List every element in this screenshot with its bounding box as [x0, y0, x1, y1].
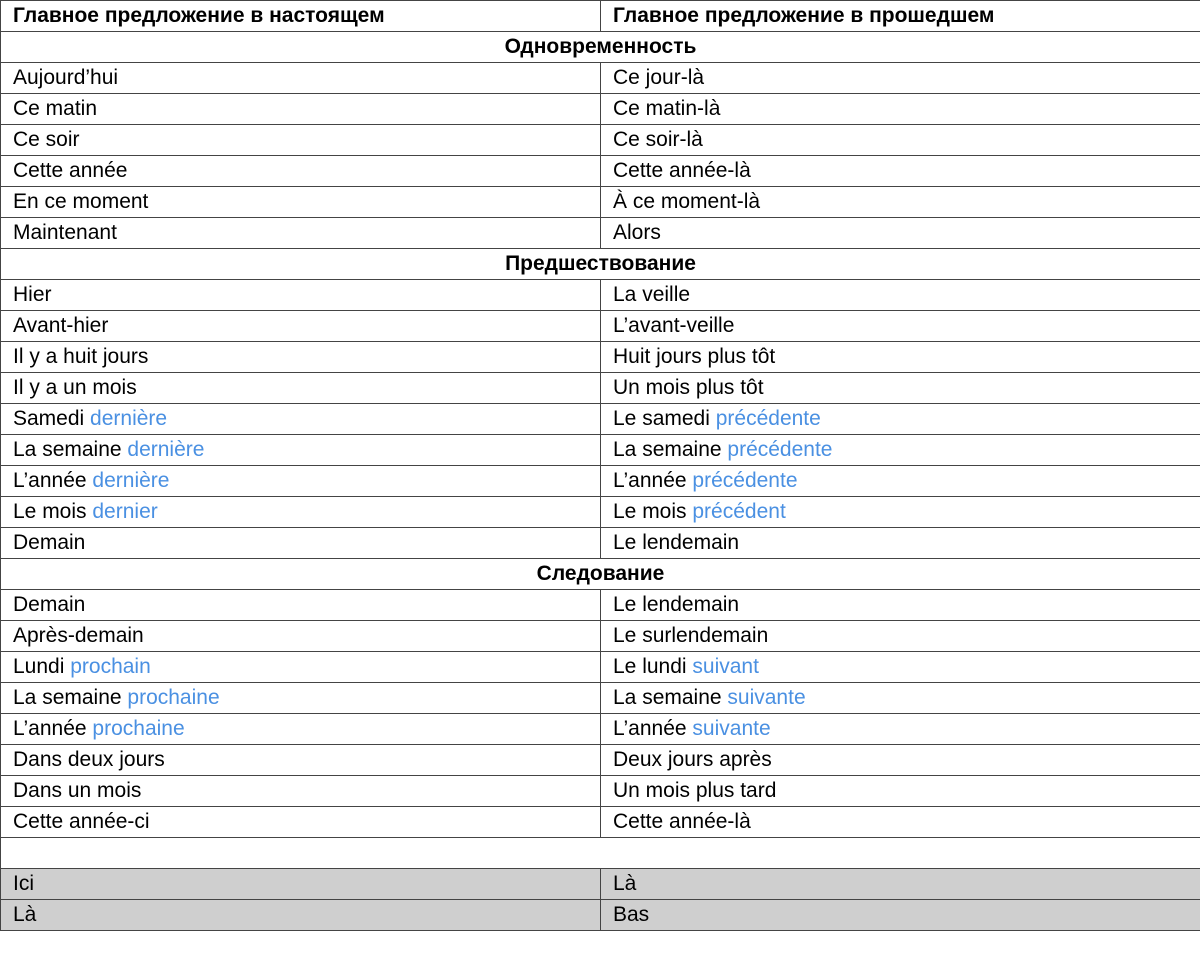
present-cell-text: Il y a un mois — [13, 376, 137, 399]
past-cell-text: Deux jours après — [613, 748, 772, 771]
header-row — [1, 1, 1200, 32]
present-cell-text: Cette année-ci — [13, 810, 150, 833]
present-cell — [1, 528, 601, 559]
past-cell — [601, 435, 1200, 466]
past-cell — [601, 373, 1200, 404]
section-title: Предшествование — [1, 249, 1200, 280]
place-row — [1, 869, 1200, 900]
table-row — [1, 683, 1200, 714]
present-cell-highlight: prochaine — [92, 717, 185, 740]
past-cell — [601, 156, 1200, 187]
present-cell — [1, 807, 601, 838]
present-place-cell-text: Là — [13, 903, 37, 926]
past-cell-text: Le lendemain — [613, 593, 740, 616]
table-row — [1, 342, 1200, 373]
past-cell-text: La veille — [613, 283, 691, 306]
table-row — [1, 280, 1200, 311]
header-past: Главное предложение в прошедшем — [601, 1, 1200, 32]
past-place-cell-text: Là — [613, 872, 637, 895]
past-cell — [601, 745, 1200, 776]
section-header-row — [1, 249, 1200, 280]
past-cell — [601, 497, 1200, 528]
past-cell-text: Le surlendemain — [613, 624, 769, 647]
past-cell-text: Ce matin-là — [613, 97, 721, 120]
present-place-cell — [1, 900, 601, 931]
present-cell-highlight: dernière — [92, 469, 170, 492]
section-header-row — [1, 559, 1200, 590]
present-cell-text: La semaine — [13, 686, 128, 709]
table-row — [1, 156, 1200, 187]
past-cell-text: Un mois plus tard — [613, 779, 777, 802]
present-cell — [1, 311, 601, 342]
past-cell-text: L’avant-veille — [613, 314, 735, 337]
spacer-cell — [1, 838, 1200, 869]
past-place-cell — [601, 900, 1200, 931]
past-cell-highlight: précédente — [692, 469, 798, 492]
past-cell-text: Cette année-là — [613, 810, 751, 833]
table-row — [1, 311, 1200, 342]
past-cell — [601, 187, 1200, 218]
past-cell-text: L’année — [613, 469, 693, 492]
past-cell-text: Le lundi — [613, 655, 693, 678]
table-row — [1, 652, 1200, 683]
past-cell-text: Le lendemain — [613, 531, 740, 554]
past-cell-text: L’année — [613, 717, 693, 740]
past-cell-text: Le mois — [613, 500, 693, 523]
past-cell — [601, 528, 1200, 559]
past-cell-highlight: suivante — [692, 717, 771, 740]
present-cell — [1, 218, 601, 249]
past-cell — [601, 280, 1200, 311]
past-cell-text: Alors — [613, 221, 661, 244]
present-cell — [1, 621, 601, 652]
past-place-cell — [601, 869, 1200, 900]
table-row — [1, 776, 1200, 807]
present-cell — [1, 745, 601, 776]
past-cell-text: Ce soir-là — [613, 128, 703, 151]
past-cell-highlight: précédente — [727, 438, 833, 461]
present-cell — [1, 435, 601, 466]
present-cell-highlight: dernière — [127, 438, 205, 461]
past-cell — [601, 621, 1200, 652]
spacer-row — [1, 838, 1200, 869]
present-cell-text: Le mois — [13, 500, 93, 523]
present-cell-text: Aujourd’hui — [13, 66, 119, 89]
present-cell-highlight: dernière — [90, 407, 168, 430]
table-row — [1, 621, 1200, 652]
past-cell-highlight: précédente — [715, 407, 821, 430]
table-row — [1, 218, 1200, 249]
present-cell — [1, 404, 601, 435]
past-cell — [601, 776, 1200, 807]
past-cell-text: La semaine — [613, 686, 728, 709]
present-cell-text: Demain — [13, 531, 86, 554]
present-cell-text: Ce matin — [13, 97, 98, 120]
past-cell-text: Ce jour-là — [613, 66, 705, 89]
section-title: Одновременность — [1, 32, 1200, 63]
present-cell-text: Cette année — [13, 159, 128, 182]
present-cell — [1, 94, 601, 125]
present-cell — [1, 156, 601, 187]
past-cell-text: Huit jours plus tôt — [613, 345, 776, 368]
present-cell — [1, 280, 601, 311]
present-cell-text: Demain — [13, 593, 86, 616]
past-cell-highlight: suivante — [727, 686, 806, 709]
table-row — [1, 807, 1200, 838]
table-row — [1, 745, 1200, 776]
past-cell — [601, 466, 1200, 497]
present-cell — [1, 187, 601, 218]
past-cell-text: Cette année-là — [613, 159, 751, 182]
table-row — [1, 63, 1200, 94]
past-cell — [601, 125, 1200, 156]
present-cell — [1, 373, 601, 404]
past-cell — [601, 404, 1200, 435]
present-cell-text: Ce soir — [13, 128, 80, 151]
past-cell — [601, 807, 1200, 838]
past-cell-text: À ce moment-là — [613, 190, 761, 213]
present-cell — [1, 466, 601, 497]
table-row — [1, 404, 1200, 435]
present-cell — [1, 63, 601, 94]
present-place-cell-text: Ici — [13, 872, 34, 895]
present-cell-text: Lundi — [13, 655, 71, 678]
table-row — [1, 466, 1200, 497]
present-cell — [1, 497, 601, 528]
present-cell — [1, 125, 601, 156]
present-cell — [1, 342, 601, 373]
table-row — [1, 528, 1200, 559]
present-cell-text: L’année — [13, 717, 93, 740]
table-row — [1, 187, 1200, 218]
present-cell-text: L’année — [13, 469, 93, 492]
past-cell — [601, 590, 1200, 621]
present-cell-text: Hier — [13, 283, 52, 306]
present-cell-text: Maintenant — [13, 221, 117, 244]
present-cell — [1, 776, 601, 807]
past-cell-text: La semaine — [613, 438, 728, 461]
present-cell — [1, 652, 601, 683]
header-present: Главное предложение в настоящем — [1, 1, 601, 32]
past-cell — [601, 94, 1200, 125]
past-cell — [601, 311, 1200, 342]
table-body — [1, 32, 1200, 931]
present-cell-text: La semaine — [13, 438, 128, 461]
present-cell-text: En ce moment — [13, 190, 149, 213]
past-cell — [601, 63, 1200, 94]
present-cell-text: Dans un mois — [13, 779, 142, 802]
present-cell-text: Il y a huit jours — [13, 345, 149, 368]
present-cell-text: Avant-hier — [13, 314, 109, 337]
present-cell — [1, 590, 601, 621]
table-row — [1, 435, 1200, 466]
present-cell-text: Après-demain — [13, 624, 144, 647]
present-cell-highlight: dernier — [92, 500, 158, 523]
table-row — [1, 497, 1200, 528]
present-cell-text: Dans deux jours — [13, 748, 165, 771]
present-cell — [1, 714, 601, 745]
table-row — [1, 373, 1200, 404]
present-cell — [1, 683, 601, 714]
present-place-cell — [1, 869, 601, 900]
past-cell — [601, 342, 1200, 373]
table-row — [1, 590, 1200, 621]
past-cell-text: Le samedi — [613, 407, 716, 430]
past-cell — [601, 714, 1200, 745]
section-header-row — [1, 32, 1200, 63]
present-cell-highlight: prochaine — [127, 686, 220, 709]
section-title: Следование — [1, 559, 1200, 590]
present-cell-highlight: prochain — [70, 655, 151, 678]
past-cell-text: Un mois plus tôt — [613, 376, 764, 399]
present-cell-text: Samedi — [13, 407, 91, 430]
place-row — [1, 900, 1200, 931]
past-cell — [601, 652, 1200, 683]
table-row — [1, 125, 1200, 156]
past-cell-highlight: précédent — [692, 500, 786, 523]
past-cell — [601, 218, 1200, 249]
table-row — [1, 94, 1200, 125]
past-place-cell-text: Bas — [613, 903, 650, 926]
table-row — [1, 714, 1200, 745]
past-cell — [601, 683, 1200, 714]
past-cell-highlight: suivant — [692, 655, 759, 678]
